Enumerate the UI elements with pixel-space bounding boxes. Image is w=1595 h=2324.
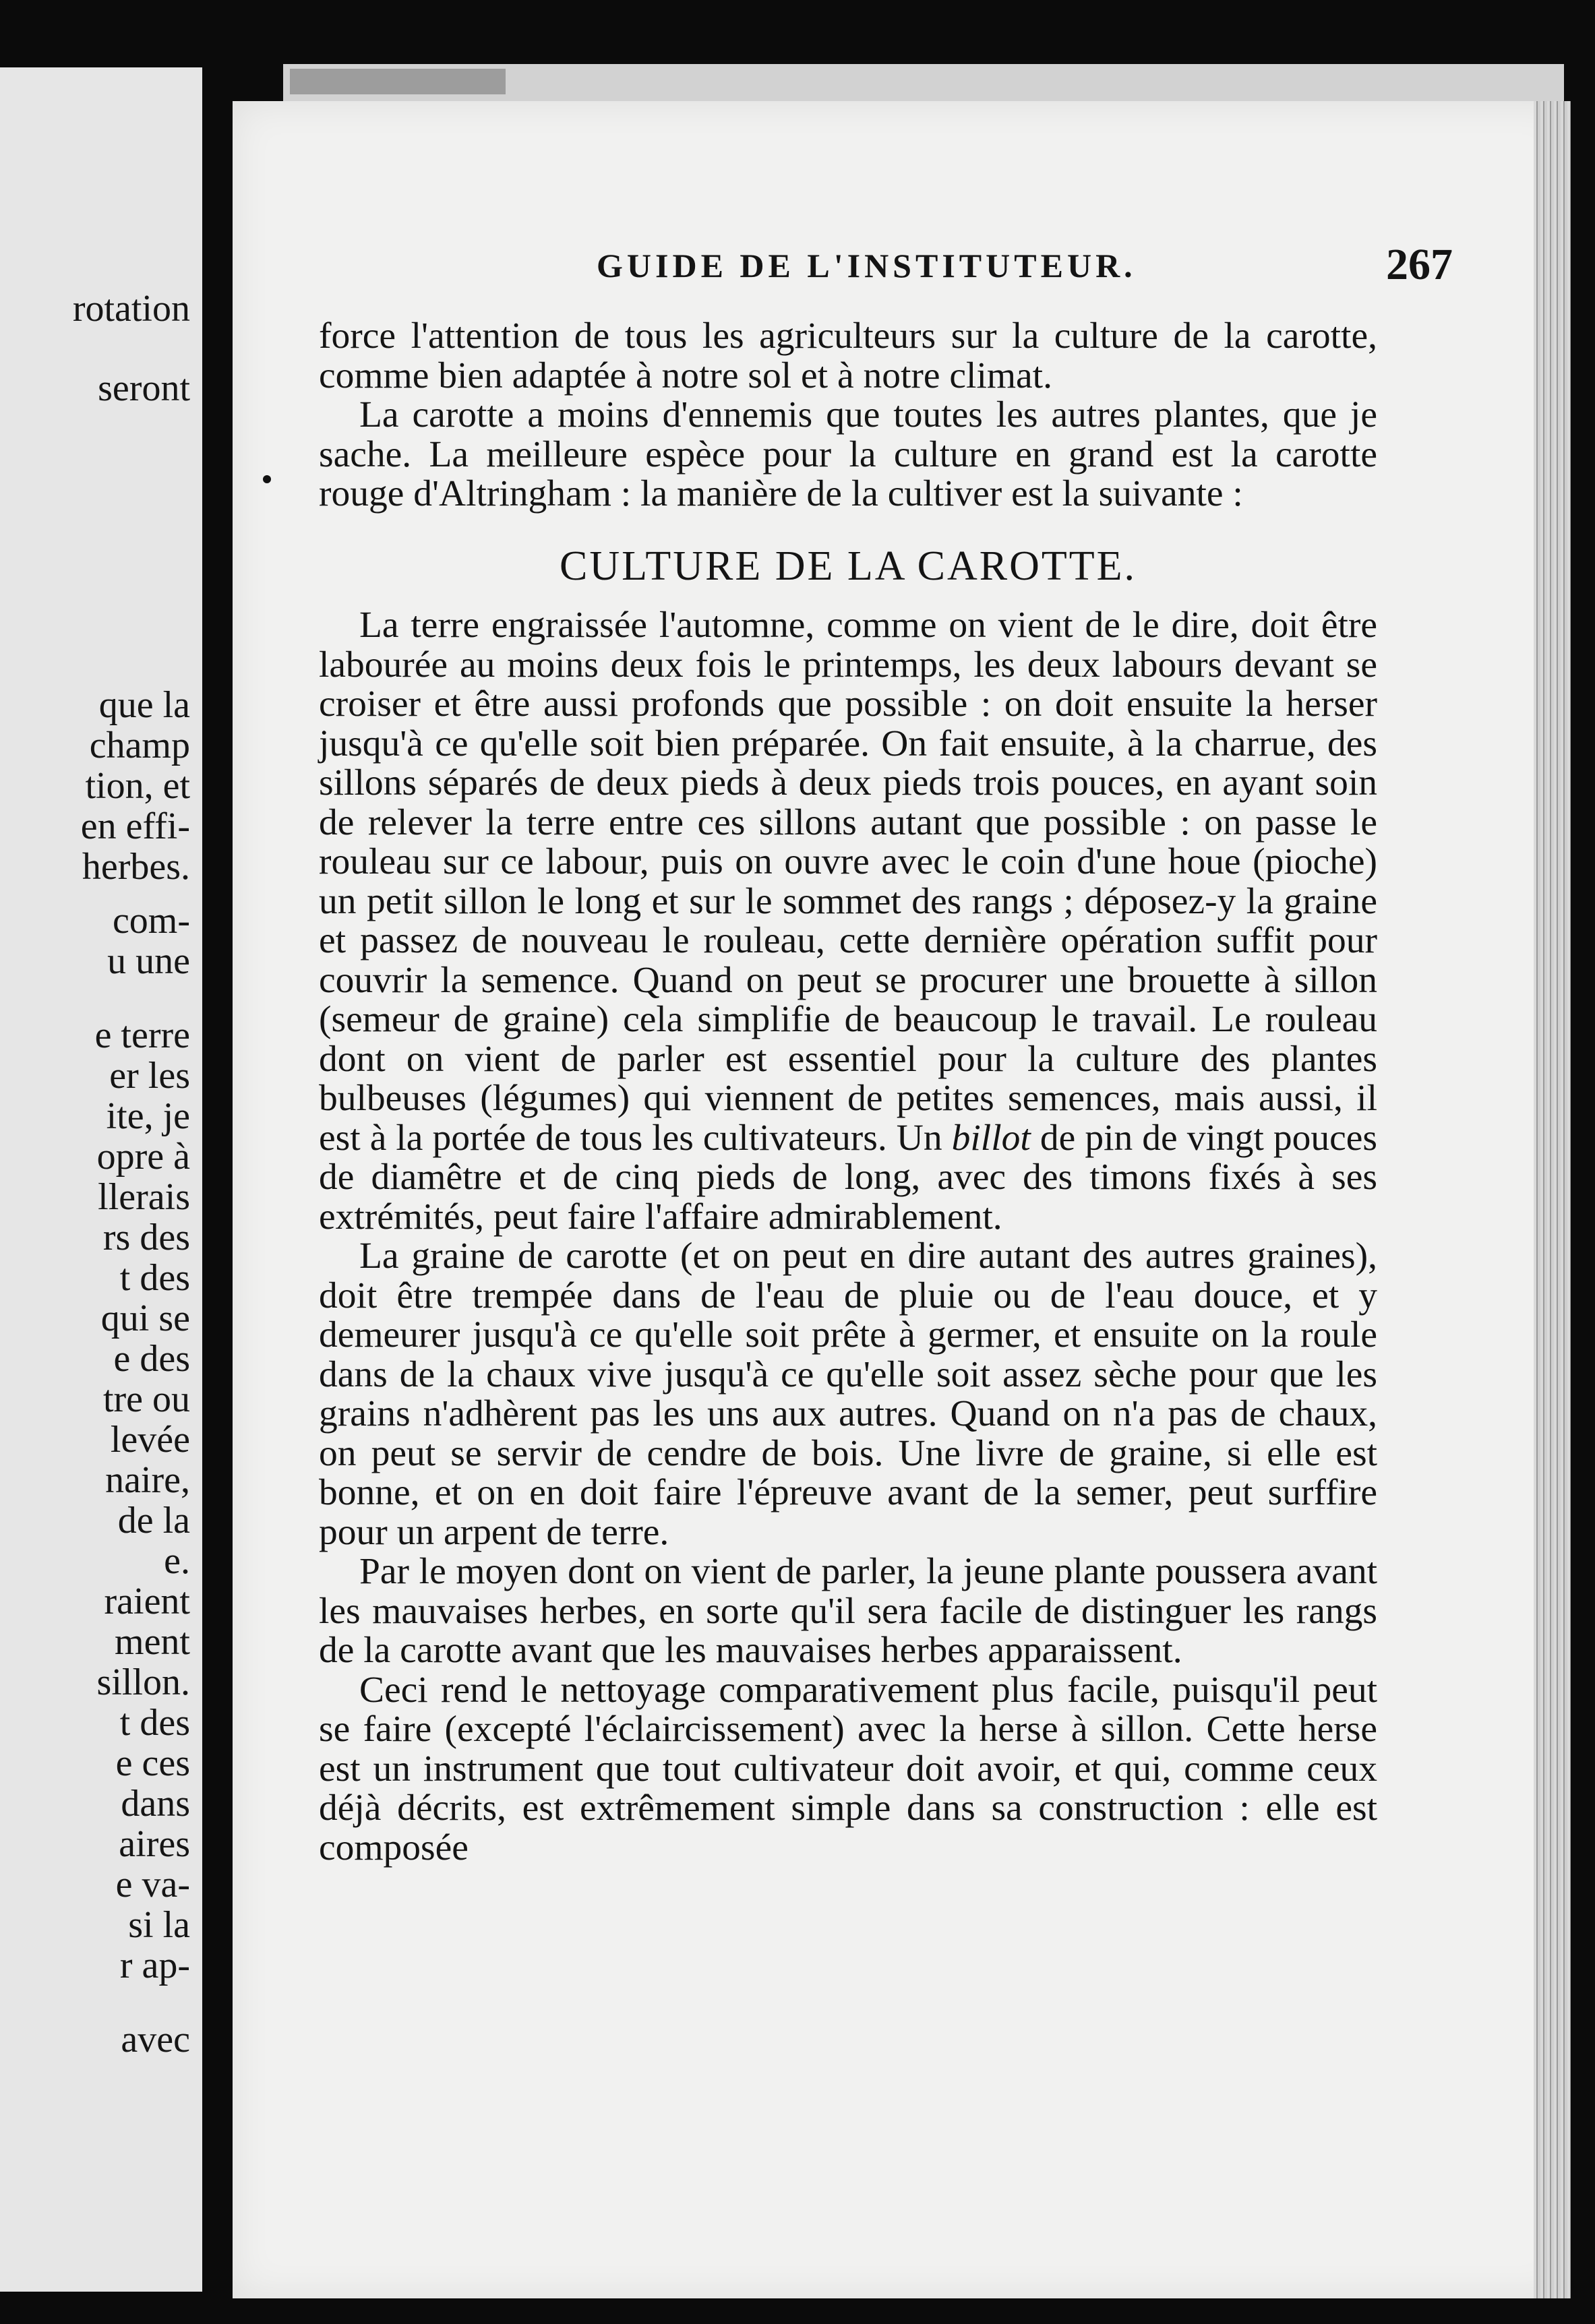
left-page-line: e va- [115,1864,190,1905]
running-title: GUIDE DE L'INSTITUTEUR. [597,247,1137,284]
left-page-line: en effi- [80,805,190,847]
paragraph [319,606,1377,1237]
left-page-line: rotation [72,288,190,330]
book-page [233,101,1571,2298]
left-page-line: sillon. [96,1661,190,1703]
left-page-line: champ [89,725,190,766]
left-page-line: r ap- [119,1945,190,1986]
ink-speck [263,475,271,483]
paragraph: La carotte a moins d'ennemis que toutes les autres plantes, que je sache. La meilleure espèce pour la culture en grand est la carotte rouge d'Altringham : la manière de la cultiver est la suivante : [319,394,1377,514]
paragraph: La graine de carotte (et on peut en dire autant des autres graines), doit être trempée dans de l'eau de pluie ou de l'eau douce, et y demeurer jusqu'à ce qu'elle soit prête à germer, et ensuite on la roule dans de la chaux vive jusqu'à ce qu'elle soit assez sèche pour que les grains n'adhèrent pas les uns aux autres. Quand on n'a pas de chaux, on peut se servir de cendre de bois. Une livre de graine, si elle est bonne, et on en doit faire l'épreuve avant de la semer, peut surffire pour un arpent de terre. [319,1235,1377,1553]
left-page-line: opre à [96,1136,190,1178]
left-page-line: e. [164,1540,190,1582]
left-page-line: levée [110,1419,190,1461]
left-page-line: naire, [105,1459,190,1501]
left-page-line: si la [128,1904,190,1946]
running-head [233,239,1571,300]
left-page-line: er les [109,1055,190,1097]
left-page-line: llerais [98,1176,190,1218]
left-page-line: ite, je [106,1095,190,1137]
left-page-line: de la [117,1500,190,1541]
left-page-line: seront [98,367,190,409]
left-page-line: dans [121,1783,190,1825]
left-page-line: tion, et [85,765,190,807]
left-page-line: tre ou [102,1378,190,1420]
paragraph-text: La terre engraissée l'automne, comme on vient de le dire, doit être labourée au moins deux fois le printemps, les deux labours devant se croiser et être aussi profonds que possible : on doit ensuite la herser jusqu'à ce qu'elle soit bien préparée. On fait ensuite, à la charrue, des sillons séparés de deux pieds à deux pieds trois pouces, en ayant soin de relever la terre entre ces sillons autant que possible : on passe le rouleau sur ce labour, puis on ouvre avec le coin d'une houe (pioche) un petit sillon le long et sur le sommet des rangs ; déposez-y la graine et passez de nouveau le rouleau, cette dernière opération suffit pour couvrir la semence. Quand on peut se procurer une brouette à sillon (semeur de graine) cela simplifie de beaucoup le travail. Le rouleau dont on vient de parler est essentiel pour la culture des plantes bulbeuses (légumes) qui viennent de petites semences, mais aussi, il est à la portée de tous les cultivateurs. Un [319,605,1377,1159]
paragraph-text: de pin de vingt pouces de diamêtre et de cinq pieds de long, avec des timons fixés à ses extrémités, peut faire l'affaire admirablement. [319,1117,1377,1237]
left-page-line: raient [104,1581,190,1622]
paragraph-continuation: force l'attention de tous les agriculteurs sur la culture de la carotte, comme bien adaptée à notre sol et à notre climat. [319,315,1377,396]
section-heading: CULTURE DE LA CAROTTE. [560,543,1137,589]
page-body [319,317,1377,1868]
left-page-line: avec [121,2019,190,2060]
left-page-line: t des [119,1702,190,1744]
left-page-line: herbes. [82,846,190,888]
paragraph: Par le moyen dont on vient de parler, la jeune plante poussera avant les mauvaises herbes, en sorte qu'il sera facile de distinguer les rangs de la carotte avant que les mauvaises herbes apparaissent. [319,1551,1377,1671]
page-edges [1534,101,1571,2298]
left-page-line: t des [119,1257,190,1299]
left-page-line: e ces [115,1742,190,1784]
page-number: 267 [1386,240,1453,289]
previous-page-fragment [0,67,202,2292]
left-page-line: que la [98,684,190,726]
left-page-line: com- [112,900,190,942]
left-page-line: e des [113,1338,190,1380]
paragraph: Ceci rend le nettoyage comparativement plus facile, puisqu'il peut se faire (excepté l'éclaircissement) avec la herse à sillon. Cette herse est un instrument que tout cultivateur doit avoir, et qui, comme ceux déjà décrits, est extrêmement simple dans sa construction : elle est composée [319,1669,1377,1868]
left-page-line: qui se [100,1297,190,1339]
italic-term: billot [951,1117,1031,1159]
left-page-line: u une [107,940,190,982]
left-page-line: e terre [94,1014,190,1056]
page-top-edge-shadow [290,69,506,94]
left-page-line: rs des [102,1217,190,1258]
left-page-line: ment [115,1621,190,1663]
left-page-line: aires [119,1823,190,1865]
